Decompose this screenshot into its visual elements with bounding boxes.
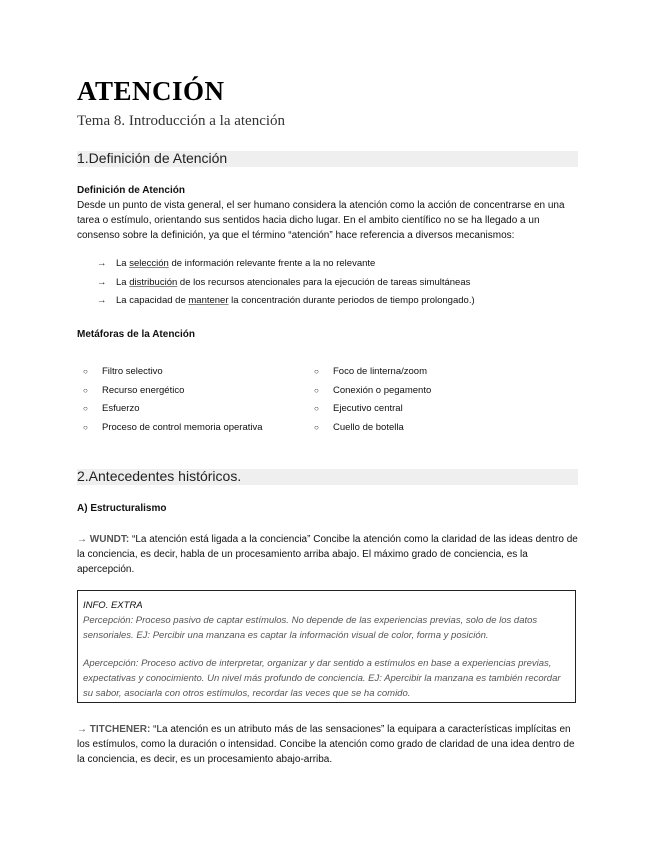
info-box-title: INFO. EXTRA — [83, 600, 143, 611]
list-item: ○ Cuello de botella — [314, 419, 431, 438]
section-heading-text: 2.Antecedentes históricos. — [77, 468, 242, 484]
metaphors-right-column — [314, 363, 431, 437]
info-extra-box — [77, 590, 576, 703]
arrow-icon: → — [97, 295, 107, 306]
list-item: → La distribución de los recursos atencionales para la ejecución de tareas simultáneas — [97, 274, 475, 293]
metaphors-label: Metáforas de la Atención — [77, 329, 195, 340]
list-item: ○ Proceso de control memoria operativa — [83, 419, 263, 438]
page-title: ATENCIÓN — [77, 76, 225, 106]
section-heading-antecedentes — [77, 469, 578, 485]
titchener-paragraph: → TITCHENER: “La atención es un atributo más de las sensaciones” la equipara a características implícitas en los estímulos, como la duración o intensidad. Concibe la atención como grado de claridad de una idea dentro de la conciencia, es decir, es un procesamiento abajo-arriba. — [77, 724, 575, 765]
list-item: → La capacidad de mantener la concentración durante periodos de tiempo prolongado.) — [97, 292, 475, 311]
circle-bullet-icon: ○ — [314, 422, 319, 432]
list-item: ○ Recurso energético — [83, 382, 263, 401]
arrow-icon: → — [97, 258, 107, 269]
circle-bullet-icon: ○ — [314, 367, 319, 376]
page-subtitle: Tema 8. Introducción a la atención — [77, 113, 286, 129]
definition-paragraph: Desde un punto de vista general, el ser humano considera la atención como la acción de concentrarse en una tarea o estímulo, orientando sus sentidos hacia dicho lugar. En el ambito científico no se ha llegado a un consenso sobre la definición, ya que el término “atención” hace referencia a diversos mecanismos: — [77, 200, 565, 241]
info-apperception-text: Apercepción: Proceso activo de interpretar, organizar y dar sentido a estímulos en base a experiencias previas, expectativas y conocimiento. Un nivel más profundo de conciencia. EJ: Apercibir la manzana es también recordar su sabor, asociarla con otros estímulos, recordar las veces que se ha comido. — [83, 658, 561, 699]
list-item: ○ Ejecutivo central — [314, 400, 431, 419]
circle-bullet-icon: ○ — [83, 385, 88, 395]
wundt-tag: → WUNDT: — [77, 534, 130, 545]
list-item: ○ Filtro selectivo — [83, 363, 263, 382]
circle-bullet-icon: ○ — [83, 422, 88, 432]
circle-bullet-icon: ○ — [314, 404, 319, 413]
arrow-icon: → — [97, 276, 107, 288]
list-item: ○ Esfuerzo — [83, 400, 263, 419]
circle-bullet-icon: ○ — [83, 367, 88, 376]
section-heading-definicion — [77, 151, 578, 167]
metaphors-left-column — [83, 363, 263, 437]
list-item: → La selección de información relevante frente a la no relevante — [97, 255, 475, 274]
circle-bullet-icon: ○ — [83, 404, 88, 413]
section-heading-text: 1.Definición de Atención — [77, 150, 228, 166]
structuralism-label: A) Estructuralismo — [77, 503, 167, 514]
definition-label: Definición de Atención — [77, 185, 185, 196]
mechanisms-list — [97, 255, 475, 311]
list-item: ○ Conexión o pegamento — [314, 382, 431, 401]
info-perception-text: Percepción: Proceso pasivo de captar estímulos. No depende de las experiencias previas, solo de los datos sensoriales. EJ: Percibir una manzana es captar la información visual de color, forma y posición. — [83, 615, 538, 641]
titchener-tag: → TITCHENER: — [77, 724, 151, 735]
wundt-paragraph: → WUNDT: “La atención está ligada a la conciencia” Concibe la atención como la claridad de las ideas dentro de la conciencia, es decir, habla de un procesamiento arriba abajo. El máximo grado de conciencia, es la apercepción. — [77, 534, 578, 575]
list-item: ○ Foco de linterna/zoom — [314, 363, 431, 382]
circle-bullet-icon: ○ — [314, 385, 319, 395]
